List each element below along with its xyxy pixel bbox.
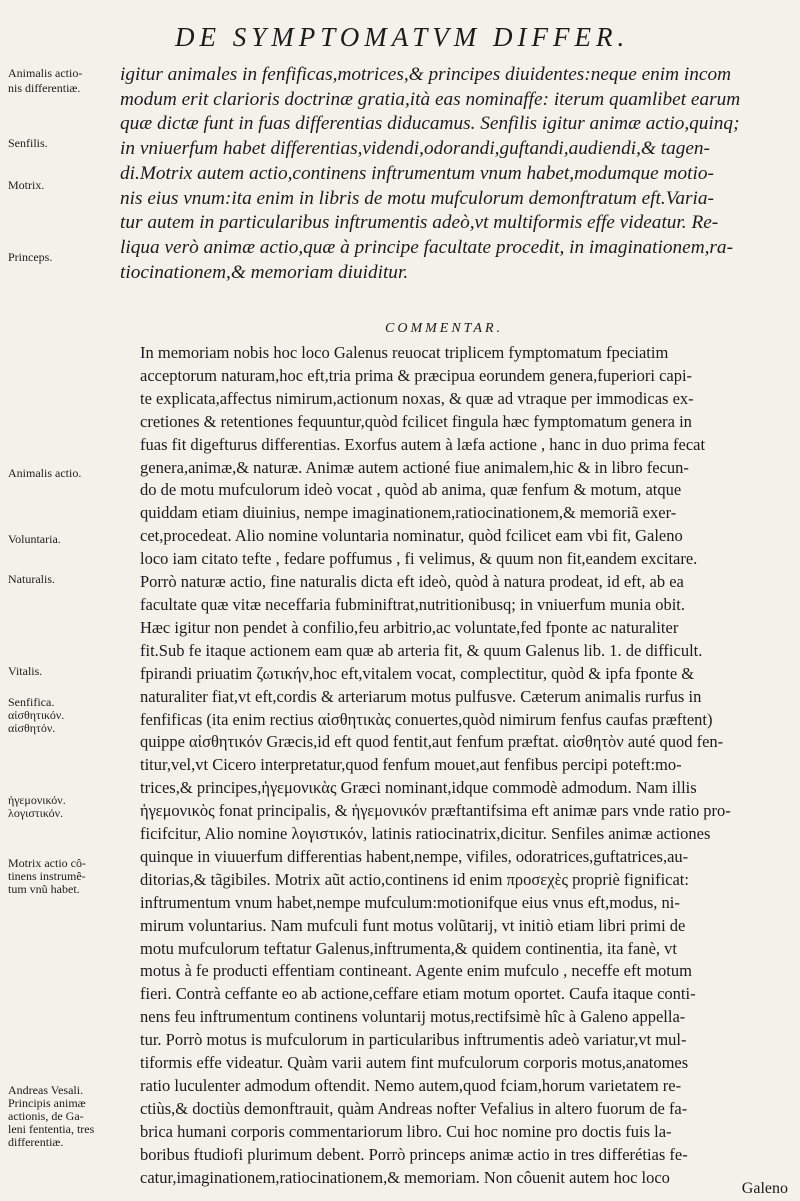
margin-note-animalis-actio: Animalis actio. — [8, 466, 82, 480]
text-line: modum erit clarioris doctrinæ gratia,ità eas nominaffe: iterum quamlibet earum — [120, 88, 741, 110]
commentary-heading: COMMENTAR. — [385, 321, 504, 336]
text-line: quæ dictæ funt in fuas differentias diducamus. Senfilis igitur animæ actio,quinq; — [120, 113, 740, 135]
text-line: igitur animales in fenfificas,motrices,& principes diuidentes:neque enim incom — [120, 64, 732, 85]
commentary-line: naturaliter fiat,vt eft,cordis & arteriarum motus pulfusve. Cæterum animalis rurfus in — [140, 686, 702, 706]
commentary-line: ditorias,& tãgibiles. Motrix aũt actio,continens id enim προσεχὲς propriè fignificat: — [140, 869, 689, 889]
text-line: di.Motrix autem actio,continens inftrumentum vnum habet,modumque motio- — [120, 162, 714, 184]
commentary-line: trices,& principes,ἡγεμονικὰς Græci nominant,idque commodè admodum. Nam illis — [140, 778, 697, 798]
commentary-line: genera,animæ,& naturæ. Animæ autem actioné fiue animalem,hic & in libro fecun- — [140, 457, 689, 477]
margin-note-motrix-actio: Motrix actio cô- tinens instrumê- tum vnũ habet. — [8, 856, 86, 896]
commentary-line: do de motu mufculorum ideò vocat , quòd ab anima, quæ fenfum & motum, atque — [140, 480, 682, 500]
margin-note-andreas-vesali: Andreas Vesali. Principis animæ actionis, de Ga- leni fententia, tres differentiæ. — [8, 1083, 95, 1149]
commentary-line: ficifcitur, Alio nomine λογιστικόν, latinis ratiocinatrix,dicitur. Senfiles animæ actiones — [140, 824, 711, 844]
commentary-line: fieri. Contrà ceffante eo ab actione,ceffare etiam motum oportet. Caufa itaque conti- — [140, 984, 696, 1004]
text-line: tiocinationem,& memoriam diuiditur. — [120, 261, 409, 283]
text-line: nis eius vnum:ita enim in libris de motu mufculorum demonftratum eft.Varia- — [120, 187, 714, 209]
text-line: in vniuerfum habet differentias,videndi,odorandi,guftandi,audiendi,& tagen- — [120, 138, 710, 160]
margin-note-sensilis: Senfilis. — [8, 136, 48, 150]
commentary-line: fit.Sub fe itaque actionem eam quæ ab arteria fit, & quum Galenus lib. 1. de difficult. — [140, 640, 703, 660]
margin-note-vitalis: Vitalis. — [8, 664, 43, 678]
main-text — [120, 63, 792, 285]
catchword: Galeno — [741, 1180, 788, 1197]
commentary-line: boribus ftudiofi plurimum debent. Porrò princeps animæ actio in tres differétias fe- — [140, 1144, 688, 1164]
commentary-line: ctiùs,& doctiùs demonftrauit, quàm Andreas nofter Vefalius in altero fuorum de fa- — [140, 1098, 688, 1118]
text-line: tur autem in particularibus inftrumentis adeò,vt multiformis effe videatur. Re- — [120, 212, 719, 234]
commentary-line: ἡγεμονικὸς fonat principalis, & ἡγεμονικόν præftantifsima eft animæ pars vnde ratio pro- — [140, 801, 731, 821]
margin-note-animalis-differentiae: Animalis actio- nis differentiæ. — [8, 66, 83, 95]
commentary-line: Porrò naturæ actio, fine naturalis dicta eft ideò, quòd à natura prodeat, id eft, ab ea — [140, 572, 684, 592]
commentary-line: mirum voluntarius. Nam mufculi funt motus volũtarij, vt initiò etiam libri primi de — [140, 915, 686, 935]
running-head: DE SYMPTOMATVM DIFFER. — [175, 22, 630, 52]
margin-note-motrix: Motrix. — [8, 178, 45, 192]
commentary-line: In memoriam nobis hoc loco Galenus reuocat triplicem fymptomatum fpeciatim — [140, 343, 669, 362]
margin-note-naturalis: Naturalis. — [8, 572, 55, 586]
commentary-line: tur. Porrò motus is mufculorum in particularibus inftrumentis adeò variatur,vt mul- — [140, 1030, 687, 1050]
commentary-line: Hæc igitur non pendet à confilio,feu arbitrio,ac voluntate,fed fponte ac naturaliter — [140, 617, 679, 637]
commentary-line: fuas fit digefturus differentias. Exorfus autem à læfa actione , hanc in duo prima fecat — [140, 434, 706, 454]
commentary-line: motus à fe producti effentiam contineant. Agente enim mufculo , neceffe eft motum — [140, 961, 692, 981]
commentary-line: acceptorum naturam,hoc eft,tria prima & præcipua eorundem genera,fuperiori capi- — [140, 365, 693, 385]
commentary-line: nens feu inftrumentum continens voluntarij motus,rectifsimè hîc à Galeno appella- — [140, 1007, 686, 1027]
commentary-line: loco iam citato tefte , fedare poffumus , fi velimus, & quum non fit,eandem excitare. — [140, 549, 698, 569]
commentary-line: inftrumentum vnum habet,nempe mufculum:motionifque eius vnus eft,modus, ni- — [140, 892, 680, 912]
commentary-line: catur,imaginationem,ratiocinationem,& memoriam. Non côuenit autem hoc loco — [140, 1167, 670, 1187]
text-line: liqua verò animæ actio,quæ à principe facultate procedit, in imaginationem,ra- — [120, 236, 733, 258]
margin-note-voluntaria: Voluntaria. — [8, 532, 61, 546]
commentary-line: quippe αἰσθητικόν Græcis,id eft quod fentit,aut fenfum præftat. αἰσθητὸν auté quod fen- — [140, 732, 724, 752]
commentary-line: te explicata,affectus nimirum,actionum noxas, & quæ ad vtraque per immodicas ex- — [140, 388, 694, 408]
commentary-line: quinque in viuuerfum differentias habent,nempe, vifiles, odoratrices,guftatrices,au- — [140, 846, 689, 866]
commentary-line: cretiones & retentiones fequuntur,quòd fcilicet fingula hæc fymptomatum genera in — [140, 411, 692, 431]
margin-note-princeps: Princeps. — [8, 250, 53, 264]
commentary-line: ratio luculenter admodum oftendit. Nemo autem,quod fciam,horum varietatem re- — [140, 1076, 682, 1095]
commentary-text — [140, 342, 792, 1190]
commentary-line: motu mufculorum teftatur Galenus,inftrumenta,& quidem continentia, ita fanè, vt — [140, 938, 678, 958]
commentary-line: brica humani corporis commentariorum libro. Cui hoc nomine pro doctis fuis la- — [140, 1121, 672, 1141]
commentary-line: cet,procedeat. Alio nomine voluntaria nominatur, quòd fcilicet eam vbi fit, Galeno — [140, 526, 683, 546]
commentary-line: quiddam etiam diuinius, nempe imaginationem,ratiocinationem,& memoriã exer- — [140, 503, 677, 523]
commentary-line: facultate quæ vitæ neceffaria fubminiftrat,nutritionibusq; in vniuerfum munia obit. — [140, 594, 685, 614]
margin-note-sensifica: Senfifica. αἰσθητικόν. αἰσθητόν. — [8, 695, 65, 735]
commentary-line: titur,vel,vt Cicero interpretatur,quod fenfum mouet,aut fenfibus percipi poteft:mo- — [140, 755, 682, 775]
commentary-line: fpirandi priuatim ζωτικήν,hoc eft,vitalem vocat, complectitur, quòd & ipfa fponte & — [140, 663, 695, 683]
commentary-line: tiformis effe videatur. Quàm varii autem fint mufculorum corporis motus,anatomes — [140, 1053, 689, 1073]
commentary-line: fenfificas (ita enim rectius αἰσθητικὰς conuertes,quòd nimirum fenfus caufas præftent) — [140, 709, 713, 729]
margin-note-hegemonikon: ἡγεμονικόν. λογιστικόν. — [8, 793, 66, 820]
